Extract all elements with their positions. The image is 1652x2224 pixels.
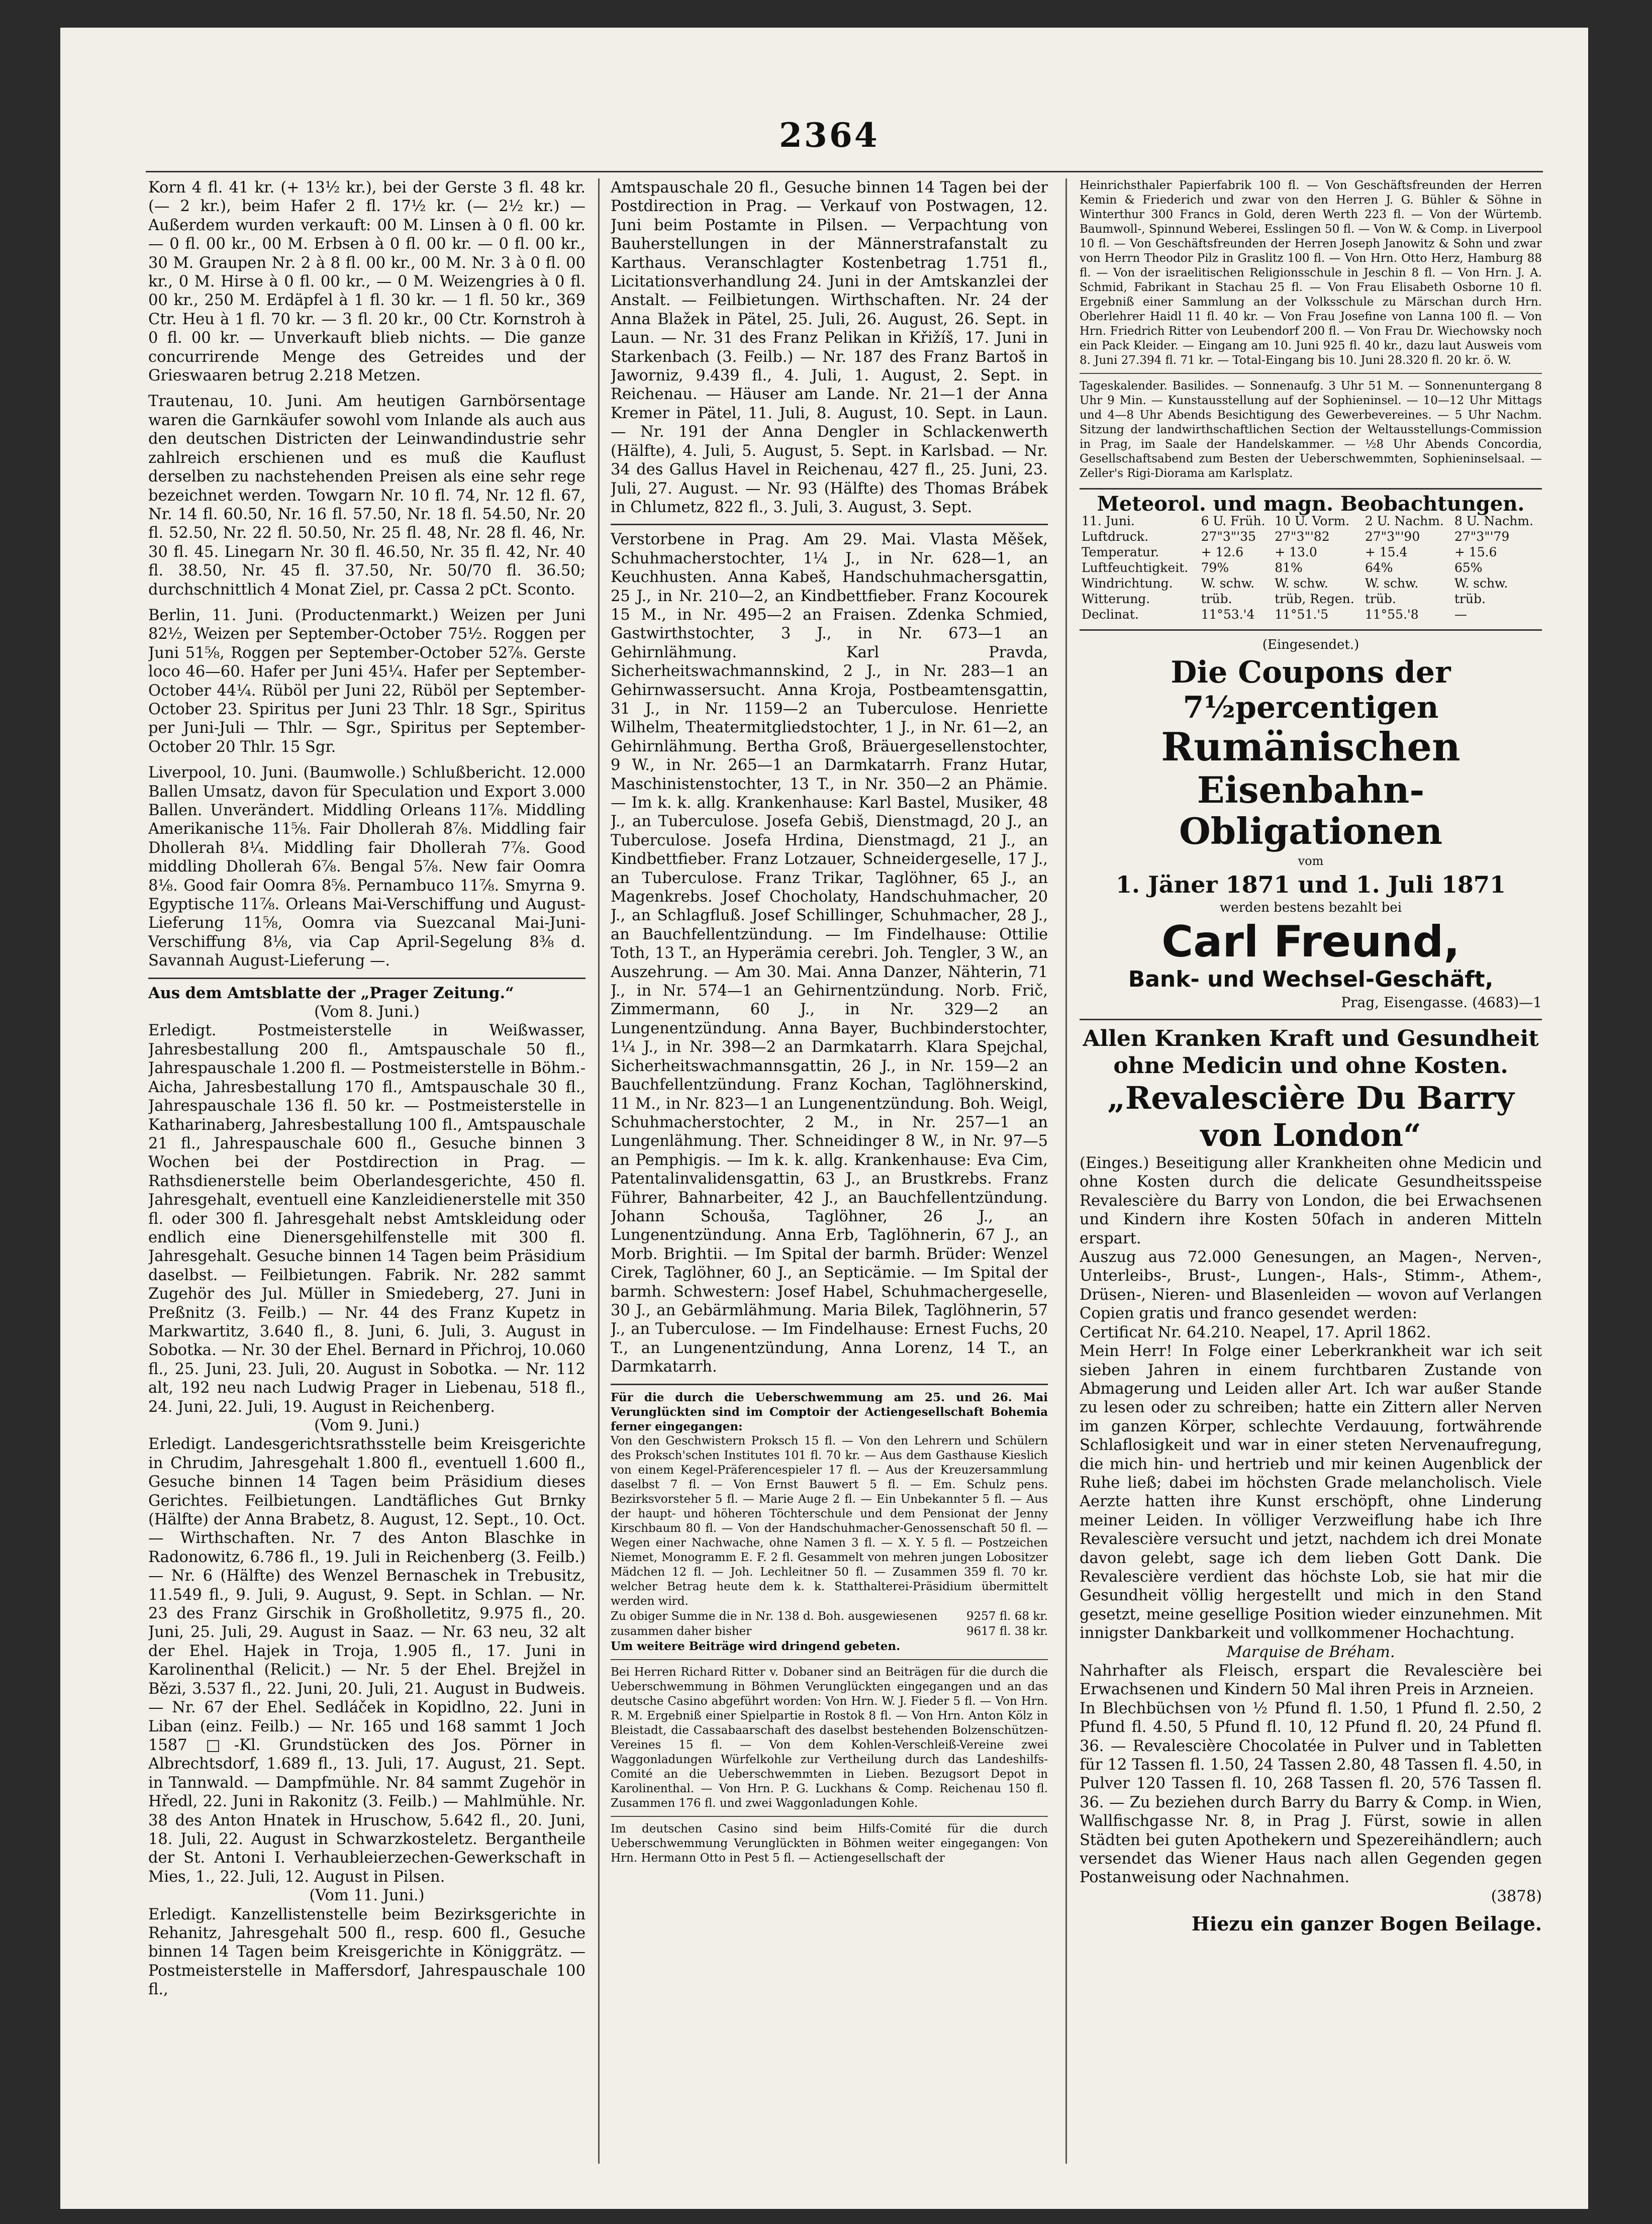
ad-headline: Rumänischen [1161, 724, 1461, 770]
weather-cell: W. schw. [1454, 576, 1508, 591]
weather-header-cell: 2 U. Nachm. [1365, 514, 1444, 529]
section-rule [1080, 629, 1542, 631]
weather-cell: 64% [1365, 560, 1393, 575]
weather-cell: trüb. [1454, 592, 1486, 607]
total-label: zusammen daher bisher [611, 1624, 752, 1638]
ad-headline: Eisenbahn-Obligationen [1179, 768, 1442, 852]
column-divider [1065, 178, 1067, 2164]
weather-cell: Declinat. [1082, 607, 1139, 622]
total-label: Zu obiger Summe die in Nr. 138 d. Boh. ausgewiesenen [611, 1609, 938, 1623]
ad-dates: 1. Jäner 1871 und 1. Juli 1871 [1116, 871, 1506, 899]
total-value: 9257 fl. 68 kr. [966, 1609, 1048, 1623]
coupon-advertisement [1080, 636, 1542, 1012]
notice-continuation: Amtspauschale 20 fl., Gesuche binnen 14 Tagen bei der Postdirection in Prag. — Verkauf von Postwagen, 12. Juni beim Postamte in Pilsen. — Verpachtung von Bauherstellungen in der Männerstrafanstalt zu Karthaus. Veranschlagter Kostenbetrag 1.751 fl., Licitationsverhandlung 24. Juni in der Amtskanzlei der Anstalt. — Feilbietungen. Wirthschaften. Nr. 24 der Anna Blažek in Pätel, 25. Juli, 26. August, 26. Sept. in Laun. — Nr. 31 des Franz Pelikan in Křižíš, 17. Juni in Starkenbach (3. Feilb.) — Nr. 187 des Franz Bartoš in Jaworniz, 9.439 fl., 4. Juli, 1. August, 2. Sept. in Reichenau. — Häuser am Lande. Nr. 21—1 der Anna Kremer in Pätel, 11. Juli, 8. August, 10. Sept. in Laun. — Nr. 191 der Anna Dengler in Schlackenwerth (Hälfte), 4. Juli, 5. August, 5. Sept. in Karlsbad. — Nr. 34 des Gallus Havel in Reichenau, 427 fl., 25. Juni, 23. Juli, 27. August. — Nr. 93 (Hälfte) des Thomas Brábek in Chlumetz, 822 fl., 3. Juli, 3. August, 3. Sept. [611, 179, 1048, 516]
ad-eingesendet: (Eingesendet.) [1262, 637, 1359, 653]
supplement-note: Hiezu ein ganzer Bogen Beilage. [1191, 1912, 1542, 1936]
amtsblatt-heading: Aus dem Amtsblatte der „Prager Zeitung.“ [148, 984, 514, 1002]
ad-text: werden bestens bezahlt bei [1219, 900, 1402, 916]
section-rule [611, 1816, 1048, 1817]
donations-intro: Für die durch die Ueberschwemmung am 25. und 26. Mai Verunglückten sind im Comptoir der Actiengesellschaft Bohemia ferner eingegangen: [611, 1390, 1048, 1433]
weather-header-cell: 11. Juni. [1082, 514, 1135, 529]
section-rule [1080, 488, 1542, 490]
weather-header-cell: 6 U. Früh. [1201, 514, 1266, 529]
weather-header-cell: 10 U. Vorm. [1275, 514, 1350, 529]
weather-cell: 81% [1275, 560, 1303, 575]
weather-cell: trüb. [1201, 592, 1232, 607]
donations-block [611, 1390, 1048, 1866]
weather-cell: + 15.6 [1454, 545, 1497, 560]
ad-text: vom [1298, 853, 1324, 868]
weather-cell: trüb. [1365, 592, 1396, 607]
donation-totals [611, 1609, 1048, 1654]
weather-row [1080, 575, 1542, 591]
ad-address: Prag, Eisengasse. (4683)—1 [1341, 994, 1542, 1011]
deaths-list: Verstorbene in Prag. Am 29. Mai. Vlasta Měšek, Schuhmacherstochter, 1¼ J., in Nr. 628—1, an Keuchhusten. Anna Kabeš, Handschuhmachersgattin, 25 J., in Nr. 210—2, an Kindbettfieber. Franz Kocourek 15 M., in Nr. 495—2 an Fraisen. Zdenka Schmied, Gastwirthstochter, 3 J., in Nr. 673—1 an Gehirnlähmung. Karl Pravda, Sicherheitswachmannskind, 2 J., in Nr. 283—1 an Gehirnwassersucht. Anna Kroja, Postbeamtensgattin, 31 J., in Nr. 1159—2 an Tuberculose. Henriette Wilhelm, Theatermitgliedstochter, 1 J., in Nr. 61—2, an Gehirnlähmung. Bertha Groß, Bräuergesellenstochter, 9 W., in Nr. 265—1 an Darmkatarrh. Franz Hutar, Maschinistenstochter, 13 T., in Nr. 350—2 an Phämie. — Im k. k. allg. Krankenhause: Karl Bastel, Musiker, 48 J., an Tuberculose. Josefa Gebiš, Dienstmagd, 20 J., an Tuberculose. Josefa Hrdina, Dienstmagd, 21 J., an Kindbettfieber. Franz Lotzauer, Schneidergeselle, 17 J., an Tuberculose. Franz Trikar, Taglöhner, 65 J., an Magenkrebs. Josef Chocholaty, Handschuhmacher, 20 J., an Schlagfluß. Josef Schillinger, Schuhmacher, 28 J., an Bauchfellentzündung. — Im Findelhause: Ottilie Toth, 13 T., an Hyperämia cerebri. Joh. Tengler, 3 W., an Auszehrung. — Am 30. Mai. Anna Danzer, Nähterin, 71 J., in Nr. 574—1 an Gehirnentzündung. Norb. Frič, Zimmermann, 60 J., in Nr. 329—2 an Lungenentzündung. Anna Bayer, Buchbinderstochter, 1¼ J., in Nr. 398—2 an Darmkatarrh. Klara Spejchal, Sicherheitswachmannsgattin, 26 J., in Nr. 159—2 an Bauchfellentzündung. Franz Kochan, Taglöhnerskind, 11 M., in Nr. 823—1 an Lungenentzündung. Boh. Weigl, Schuhmacherstochter, 2 M., in Nr. 257—1 an Lungenlähmung. Ther. Schneidinger 8 W., in Nr. 97—5 an Pemphigis. — Im k. k. allg. Krankenhause: Eva Cim, Patentalinvalidensgattin, 63 J., an Brustkrebs. Franz Führer, Bahnarbeiter, 42 J., an Bauchfellentzündung. Johann Schouša, Taglöhner, 26 J., an Lungenentzündung. Anna Erb, Taglöhnerin, 67 J., an Morb. Brightii. — Im Spital der barmh. Brüder: Wenzel Cirek, Taglöhner, 60 J., an Septicämie. — Im Spital der barmh. Schwestern: Josef Habel, Schuhmachergeselle, 30 J., an Gebärmlähmung. Maria Bilek, Taglöhnerin, 57 J., an Tuberculose. — Im Findelhause: Ernest Fuchs, 20 T., an Lungenentzündung, Anna Lorenz, 14 T., an Darmkatarrh. [611, 531, 1048, 1376]
trautenau-report: Trautenau, 10. Juni. Am heutigen Garnbörsentage waren die Garnkäufer sowohl vom Inlande als auch aus den deutschen Districten der Leinwandindustrie sehr zahlreich erschienen und es muß die Kauflust derselben zu nachstehenden Preisen als eine sehr rege bezeichnet werden. Towgarn Nr. 10 fl. 74, Nr. 12 fl. 67, Nr. 14 fl. 60.50, Nr. 16 fl. 57.50, Nr. 18 fl. 54.50, Nr. 20 fl. 52.50, Nr. 22 fl. 50.50, Nr. 25 fl. 48, Nr. 28 fl. 46, Nr. 30 fl. 45. Linegarn Nr. 30 fl. 46.50, Nr. 35 fl. 42, Nr. 40 fl. 38.50, Nr. 45 fl. 37.50, Nr. 50/70 fl. 36.50; durchschnittlich 4 Monat Ziel, pr. Cassa 2 pCt. Sconto. [148, 393, 586, 599]
weather-header-cell: 8 U. Nachm. [1454, 514, 1533, 529]
ad-headline: Die Coupons der 7½percentigen [1171, 654, 1451, 725]
weather-row [1080, 560, 1542, 575]
berlin-report: Berlin, 11. Juni. (Productenmarkt.) Weizen per Juni 82½, Weizen per September-October 75½. Roggen per Juni 51⅝, Roggen per September-October 52⅞. Gerste loco 46—60. Hafer per Juni 45¼. Hafer per September-October 44¼. Rüböl per Juni 22, Rüböl per September-October 23. Spiritus per Juni 23 Thlr. 18 Sgr., Spiritus per Juni-Juli — Thlr. — Sgr., Spiritus per September-October 20 Thlr. 15 Sgr. [148, 606, 586, 756]
weather-cell: Luftdruck. [1082, 529, 1149, 544]
weather-cell: W. schw. [1275, 576, 1328, 591]
column-1 [148, 178, 586, 2179]
weather-cell: 65% [1454, 560, 1483, 575]
notice-paragraph: Erledigt. Landesgerichtsrathsstelle beim Kreisgerichte in Chrudim, Jahresgehalt 1.800 fl., eventuell 1.600 fl., Gesuche binnen 14 Tagen beim Präsidium dieses Gerichtes. Feilbietungen. Landtäfliches Gut Brnky (Hälfte) der Anna Brabetz, 8. August, 12. Sept., 10. Oct. — Wirthschaften. Nr. 7 des Anton Blaschke in Radonowitz, 6.786 fl., 19. Juli in Reichenberg (3. Feilb.) — Nr. 6 (Hälfte) des Wenzel Bernaschek in Trebusitz, 11.549 fl., 9. Juli, 9. August, 9. Sept. in Schlan. — Nr. 23 des Franz Girschik in Großholletitz, 9.975 fl., 20. Juni, 25. Juli, 29. August in Saaz. — Nr. 63 neu, 32 alt der Ehel. Hajek in Troja, 1.905 fl., 17. Juni in Karolinenthal (Relicit.) — Nr. 5 der Ehel. Brejžel in Bězi, 3.537 fl., 22. Juni, 20. Juli, 21. August in Budweis. — Nr. 67 der Ehel. Sedláček in Kopidlno, 22. Juni in Liban (einz. Feilb.) — Nr. 165 und 168 sammt 1 Joch 1587 □-Kl. Grundstücken des Jos. Pörner in Albrechtsdorf, 1.689 fl., 13. Juli, 17. August, 21. Sept. in Tannwald. — Dampfmühle. Nr. 84 sammt Zugehör in Hředl, 22. Juni in Rakonitz (3. Feilb.) — Mahlmühle. Nr. 38 des Anton Hnatek in Hruschow, 5.642 fl., 20. Juni, 18. Juli, 22. August in Schwarzkosteletz. Bergantheile der St. Antoni I. Verhaubleierzechen-Gewerkschaft in Mies, 1., 22. Juli, 12. August in Pilsen. [148, 1435, 586, 1886]
casino-donations: Im deutschen Casino sind beim Hilfs-Comité für die durch Ueberschwemmung Verunglückten in Böhmen weiter eingegangen: Von Hrn. Hermann Otto in Pest 5 fl. — Actiengesellschaft der [611, 1822, 1048, 1865]
ad-product-name: „Revalescière Du Barry von London“ [1107, 1080, 1514, 1154]
column-3 [1080, 178, 1542, 2184]
weather-cell: W. schw. [1201, 576, 1255, 591]
section-rule [611, 1659, 1048, 1660]
donations-continuation [1080, 178, 1542, 481]
weather-row [1080, 544, 1542, 560]
date-heading: (Vom 8. Juni.) [314, 1003, 420, 1021]
date-heading: (Vom 11. Juni.) [309, 1887, 425, 1905]
weather-cell: Witterung. [1082, 592, 1150, 607]
ad-letter: Mein Herr! In Folge einer Leberkrankheit war ich seit sieben Jahren in einem furchtbaren Zustande von Abmagerung und Leiden aller Art. Ich war außer Stande zu lesen oder zu schreiben; hatte ein Zittern aller Nerven im ganzen Körper, schlechte Verdauung, fortwährende Schlaflosigkeit und war in einer steten Nervenaufregung, die mich hin- und hertrieb und mir keinen Augenblick der Ruhe ließ; dabei im höchsten Grade melancholisch. Viele Aerzte hatten ihre Kunst erschöpft, ohne Linderung meiner Leiden. In völliger Verzweiflung habe ich Ihre Revalescière versucht und jetzt, nachdem ich drei Monate davon gelebt, sage ich dem lieben Gott Dank. Die Revalescière verdient das höchste Lob, sie hat mir die Gesundheit völlig hergestellt und mich in den Stand gesetzt, meine gesellige Position wieder einzunehmen. Mit innigster Dankbarkeit und vollkommener Hochachtung. [1080, 1342, 1542, 1642]
weather-header-row [1080, 513, 1542, 529]
ad-prices: In Blechbüchsen von ½ Pfund fl. 1.50, 1 Pfund fl. 2.50, 2 Pfund fl. 4.50, 5 Pfund fl. 10, 12 Pfund fl. 20, 24 Pfund fl. 36. — Revalescière Chocolatée in Pulver und in Tabletten für 12 Tassen fl. 1.50, 24 Tassen 2.80, 48 Tassen fl. 4.50, in Pulver 120 Tassen fl. 10, 268 Tassen fl. 20, 576 Tassen fl. 36. — Zu beziehen durch Barry du Barry & Comp. in Wien, Wallfischgasse Nr. 8, in Prag J. Fürst, sowie in allen Städten bei guten Apothekern und Spezereihändlern; auch versendet das Wiener Haus nach allen Gegenden gegen Postanweisung oder Nachnahmen. [1080, 1699, 1542, 1887]
ad-firm-name: Carl Freund, [1161, 916, 1460, 967]
day-calendar: Tageskalender. Basilides. — Sonnenaufg. 3 Uhr 51 M. — Sonnenuntergang 8 Uhr 9 Min. — Kunstausstellung auf der Sophieninsel. — 10—12 Uhr Mittags und 4—8 Uhr Abends Besichtigung des Gewerbevereines. — 5 Uhr Nachm. Sitzung der landwirthschaftlichen Section der Weltausstellungs-Commission in Prag, im Saale der Handelskammer. — ½8 Uhr Abends Concordia, Gesellschaftsabend zum Besten der Ueberschwemmten, Sophieninselsaal. — Zeller's Rigi-Diorama am Karlsplatz. [1080, 379, 1542, 480]
weather-cell: 79% [1201, 560, 1229, 575]
page-number: 2364 [779, 116, 880, 155]
weather-row [1080, 607, 1542, 622]
weather-cell: 27"3"'82 [1275, 529, 1330, 544]
weather-cell: + 13.0 [1275, 545, 1317, 560]
weather-cell: Windrichtung. [1082, 576, 1173, 591]
section-rule [611, 1384, 1048, 1385]
ad-firm-type: Bank- und Wechsel-Geschäft, [1128, 966, 1494, 992]
weather-cell: Temperatur. [1082, 545, 1159, 560]
weather-cell: 11°55.'8 [1365, 607, 1419, 622]
weather-cell: — [1454, 607, 1467, 622]
weather-cell: Luftfeuchtigkeit. [1082, 560, 1189, 575]
weather-row [1080, 529, 1542, 544]
liverpool-report: Liverpool, 10. Juni. (Baumwolle.) Schlußbericht. 12.000 Ballen Umsatz, davon für Speculation und Export 3.000 Ballen. Unverändert. Middling Orleans 11⅞. Middling Amerikanische 11⅝. Fair Dhollerah 8⅞. Middling fair Dhollerah 8¼. Middling fair Dhollerah 7⅞. Good middling Dhollerah 6⅞. Bengal 5⅞. New fair Oomra 8⅛. Good fair Oomra 8⅝. Pernambuco 11⅞. Smyrna 9. Egyptische 11⅞. Orleans Mai-Verschiffung und August-Lieferung 11⅝, Oomra via Suezcanal Mai-Juni-Verschiffung 8⅛, via Cap April-Segelung 8⅜ d. Savannah August-Lieferung —. [148, 764, 586, 970]
weather-cell: 27"3"'90 [1365, 529, 1420, 544]
weather-cell: + 12.6 [1201, 545, 1244, 560]
weather-cell: trüb, Regen. [1275, 592, 1354, 607]
notice-paragraph: Erledigt. Kanzellistenstelle beim Bezirksgerichte in Rehanitz, Jahresgehalt 500 fl., resp. 600 fl., Gesuche binnen 14 Tagen beim Kreisgerichte in Königgrätz. — Postmeisterstelle in Maffersdorf, Jahrespauschale 100 fl., [148, 1905, 586, 1999]
notice-paragraph: Erledigt. Postmeisterstelle in Weißwasser, Jahresbestallung 200 fl., Amtspauschale 50 fl., Jahrespauschale 1.200 fl. — Postmeisterstelle in Böhm.-Aicha, Jahresbestallung 170 fl., Amtspauschale 30 fl., Jahrespauschale 136 fl. 50 kr. — Postmeisterstelle in Katharinaberg, Jahresbestallung 100 fl., Amtspauschale 21 fl., Jahrespauschale 600 fl., Gesuche binnen 3 Wochen bei der Postdirection in Prag. — Rathsdienerstelle beim Oberlandesgerichte, 450 fl. Jahresgehalt, eventuell eine Kanzleidienerstelle mit 350 fl. oder 300 fl. Jahresgehalt nebst Amtskleidung oder endlich eine Dienersgehilfenstelle mit 300 fl. Jahresgehalt. Gesuche binnen 14 Tagen beim Präsidium daselbst. — Feilbietungen. Fabrik. Nr. 282 sammt Zugehör des Jul. Müller in Smiedeberg, 27. Juni in Preßnitz (3. Feilb.) — Nr. 44 des Franz Kupetz in Markwartitz, 3.640 fl., 8. Juni, 6. Juli, 3. August in Sobotka. — Nr. 30 der Ehel. Bernard in Přichroj, 10.060 fl., 25. Juni, 23. Juli, 20. August in Sobotka. — Nr. 112 alt, 192 neu nach Ludwig Prager in Liebenau, 518 fl., 24. Juni, 22. Juli, 19. August in Reichenberg. [148, 1022, 586, 1416]
ad-certificate: Certificat Nr. 64.210. Neapel, 17. April 1862. [1080, 1323, 1431, 1341]
section-rule [1080, 373, 1542, 374]
weather-row [1080, 591, 1542, 607]
ad-code: (3878) [1491, 1887, 1542, 1905]
revalesciere-advertisement [1080, 1025, 1542, 1906]
weather-cell: W. schw. [1365, 576, 1419, 591]
weather-cell: 27"3"'79 [1454, 529, 1510, 544]
donations-list: Von den Geschwistern Proksch 15 fl. — Von den Lehrern und Schülern des Proksch'schen Institutes 101 fl. 70 kr. — Aus dem Gasthause Kieslich von einem Kegel-Präferencespieler 17 fl. — Aus der Kreuzersammlung daselbst 7 fl. — Von Ernst Bauwert 5 fl. — Em. Schulz pens. Bezirksvorsteher 5 fl. — Marie Auge 2 fl. — Ein Unbekannter 5 fl. — Aus der haupt- und höheren Töchterschule und dem Pensionat der Jenny Kirschbaum 80 fl. — Von der Handschuhmacher-Genossenschaft 50 fl. — Wegen einer Nachwache, ohne Namen 3 fl. — X. Y. 5 fl. — Postzeichen Niemet, Monogramm E. F. 2 fl. Gesammelt von mehren jungen Lobositzer Mädchen 12 fl. — Joh. Lechleitner 50 fl. — Zusammen 359 fl. 70 kr. welcher Betrag heute dem k. k. Statthalterei-Präsidium übermittelt werden wird. [611, 1434, 1048, 1608]
section-rule [611, 524, 1048, 525]
ad-signature: Marquise de Bréham. [1226, 1643, 1395, 1661]
column-divider [598, 178, 600, 2164]
total-value: 9617 fl. 38 kr. [966, 1624, 1048, 1638]
weather-cell: 11°51.'5 [1275, 607, 1329, 622]
date-heading: (Vom 9. Juni.) [314, 1417, 420, 1434]
weather-cell: + 15.4 [1365, 545, 1408, 560]
section-rule [1080, 1019, 1542, 1020]
ad-paragraph: Nahrhafter als Fleisch, erspart die Revalescière bei Erwachsenen und Kindern 50 Mal ihren Preis in Arzneien. [1080, 1662, 1542, 1699]
market-report: Korn 4 fl. 41 kr. (+ 13½ kr.), bei der Gerste 3 fl. 48 kr. (— 2 kr.), beim Hafer 2 fl. 17½ kr. (— 2½ kr.) — Außerdem wurden verkauft: 00 M. Linsen à 0 fl. 00 kr. — 0 fl. 00 kr., 00 M. Erbsen à 0 fl. 00 kr. — 0 fl. 00 kr., 30 M. Graupen Nr. 2 à 8 fl. 00 kr., 00 M. Nr. 3 à 0 fl. 00 kr., 0 M. Hirse à 0 fl. 00 kr., — 0 M. Weizengries à 0 fl. 00 kr., 250 M. Erdäpfel à 1 fl. 30 kr. — 1 fl. 50 kr., 369 Ctr. Heu à 1 fl. 70 kr. — 3 fl. 20 kr., 00 Ctr. Kornstroh à 0 fl. 00 kr. — Unverkauft blieb nichts. — Die ganze concurrirende Menge des Getreides und der Grieswaaren betrug 2.218 Metzen. [148, 179, 586, 385]
dobaner-donations: Bei Herren Richard Ritter v. Dobaner sind an Beiträgen für die durch die Ueberschwemmung in Böhmen Verunglückten eingegangen und an das deutsche Casino abgeführt worden: Von Hrn. W. J. Fieder 5 fl. — Von Hrn. R. M. Ergebniß einer Spielpartie in Rostok 8 fl. — Von Hrn. Anton Kölz in Bleistadt, die Cassabaarschaft des daselbst bestehenden Bolzenschützen-Vereines 15 fl. — Von dem Kohlen-Verschleiß-Vereine zwei Waggonladungen Würfelkohle zur Vertheilung durch das Landeshilfs-Comité an die Ueberschwemmten in Lieben. Bezugsort Depot in Karolinenthal. — Von Hrn. P. G. Luckhans & Comp. Reichenau 150 fl. Zusammen 176 fl. und zwei Waggonladungen Kohle. [611, 1665, 1048, 1810]
weather-title: Meteorol. und magn. Beobachtungen. [1097, 492, 1525, 516]
header-rule [146, 171, 1543, 172]
appeal-text: Um weitere Beiträge wird dringend gebeten. [611, 1639, 901, 1653]
column-2 [611, 178, 1048, 2184]
weather-cell: 27"3"'35 [1201, 529, 1256, 544]
donations-paragraph: Heinrichsthaler Papierfabrik 100 fl. — Von Geschäftsfreunden der Herren Kemin & Friederich und zwar von den Herren J. G. Bühler & Söhne in Winterthur 300 Francs in Gold, deren Werth 223 fl. — Von der Würtemb. Baumwoll-, Spinnund Weberei, Esslingen 50 fl. — Von W. & Comp. in Liverpool 10 fl. — Von Geschäftsfreunden der Herren Joseph Janowitz & Sohn und zwar von Herrn Theodor Pilz in Graslitz 100 fl. — Von Hrn. Otto Herz, Hamburg 88 fl. — Von der israelitischen Religionsschule in Jeschin 8 fl. — Von Hrn. J. A. Schmid, Fabrikant in Stachau 25 fl. — Von Frau Elisabeth Osborne 10 fl. Ergebniß einer Sammlung an der Volksschule zu Märschan durch Hrn. Oberlehrer Haidl 11 fl. 40 kr. — Von Frau Josefine von Lanna 100 fl. — Von Hrn. Friedrich Ritter von Leubendorf 200 fl. — Von Frau Dr. Wiechowsky noch ein Pack Kleider. — Eingang am 10. Juni 925 fl. 40 kr., dazu laut Ausweis vom 8. Juni 27.394 fl. 71 kr. — Total-Eingang bis 10. Juni 28.320 fl. 20 kr. ö. W. [1080, 179, 1542, 367]
ad-headline: Allen Kranken Kraft und Gesundheit ohne Medicin und ohne Kosten. [1083, 1026, 1539, 1079]
ad-paragraph: Auszug aus 72.000 Genesungen, an Magen-, Nerven-, Unterleibs-, Brust-, Lungen-, Hals-, Stimm-, Athem-, Drüsen-, Nieren- und Blasenleiden — wovon auf Verlangen Copien gratis und franco gesendet werden: [1080, 1248, 1542, 1323]
weather-cell: 11°53.'4 [1201, 607, 1255, 622]
ad-paragraph: (Einges.) Beseitigung aller Krankheiten ohne Medicin und ohne Kosten durch die delicate Gesundheitsspeise Revalescière du Barry von London, die bei Erwachsenen und Kindern ihre Kosten 50fach in anderen Mitteln erspart. [1080, 1154, 1542, 1247]
weather-table [1080, 513, 1542, 622]
section-rule [148, 978, 586, 979]
